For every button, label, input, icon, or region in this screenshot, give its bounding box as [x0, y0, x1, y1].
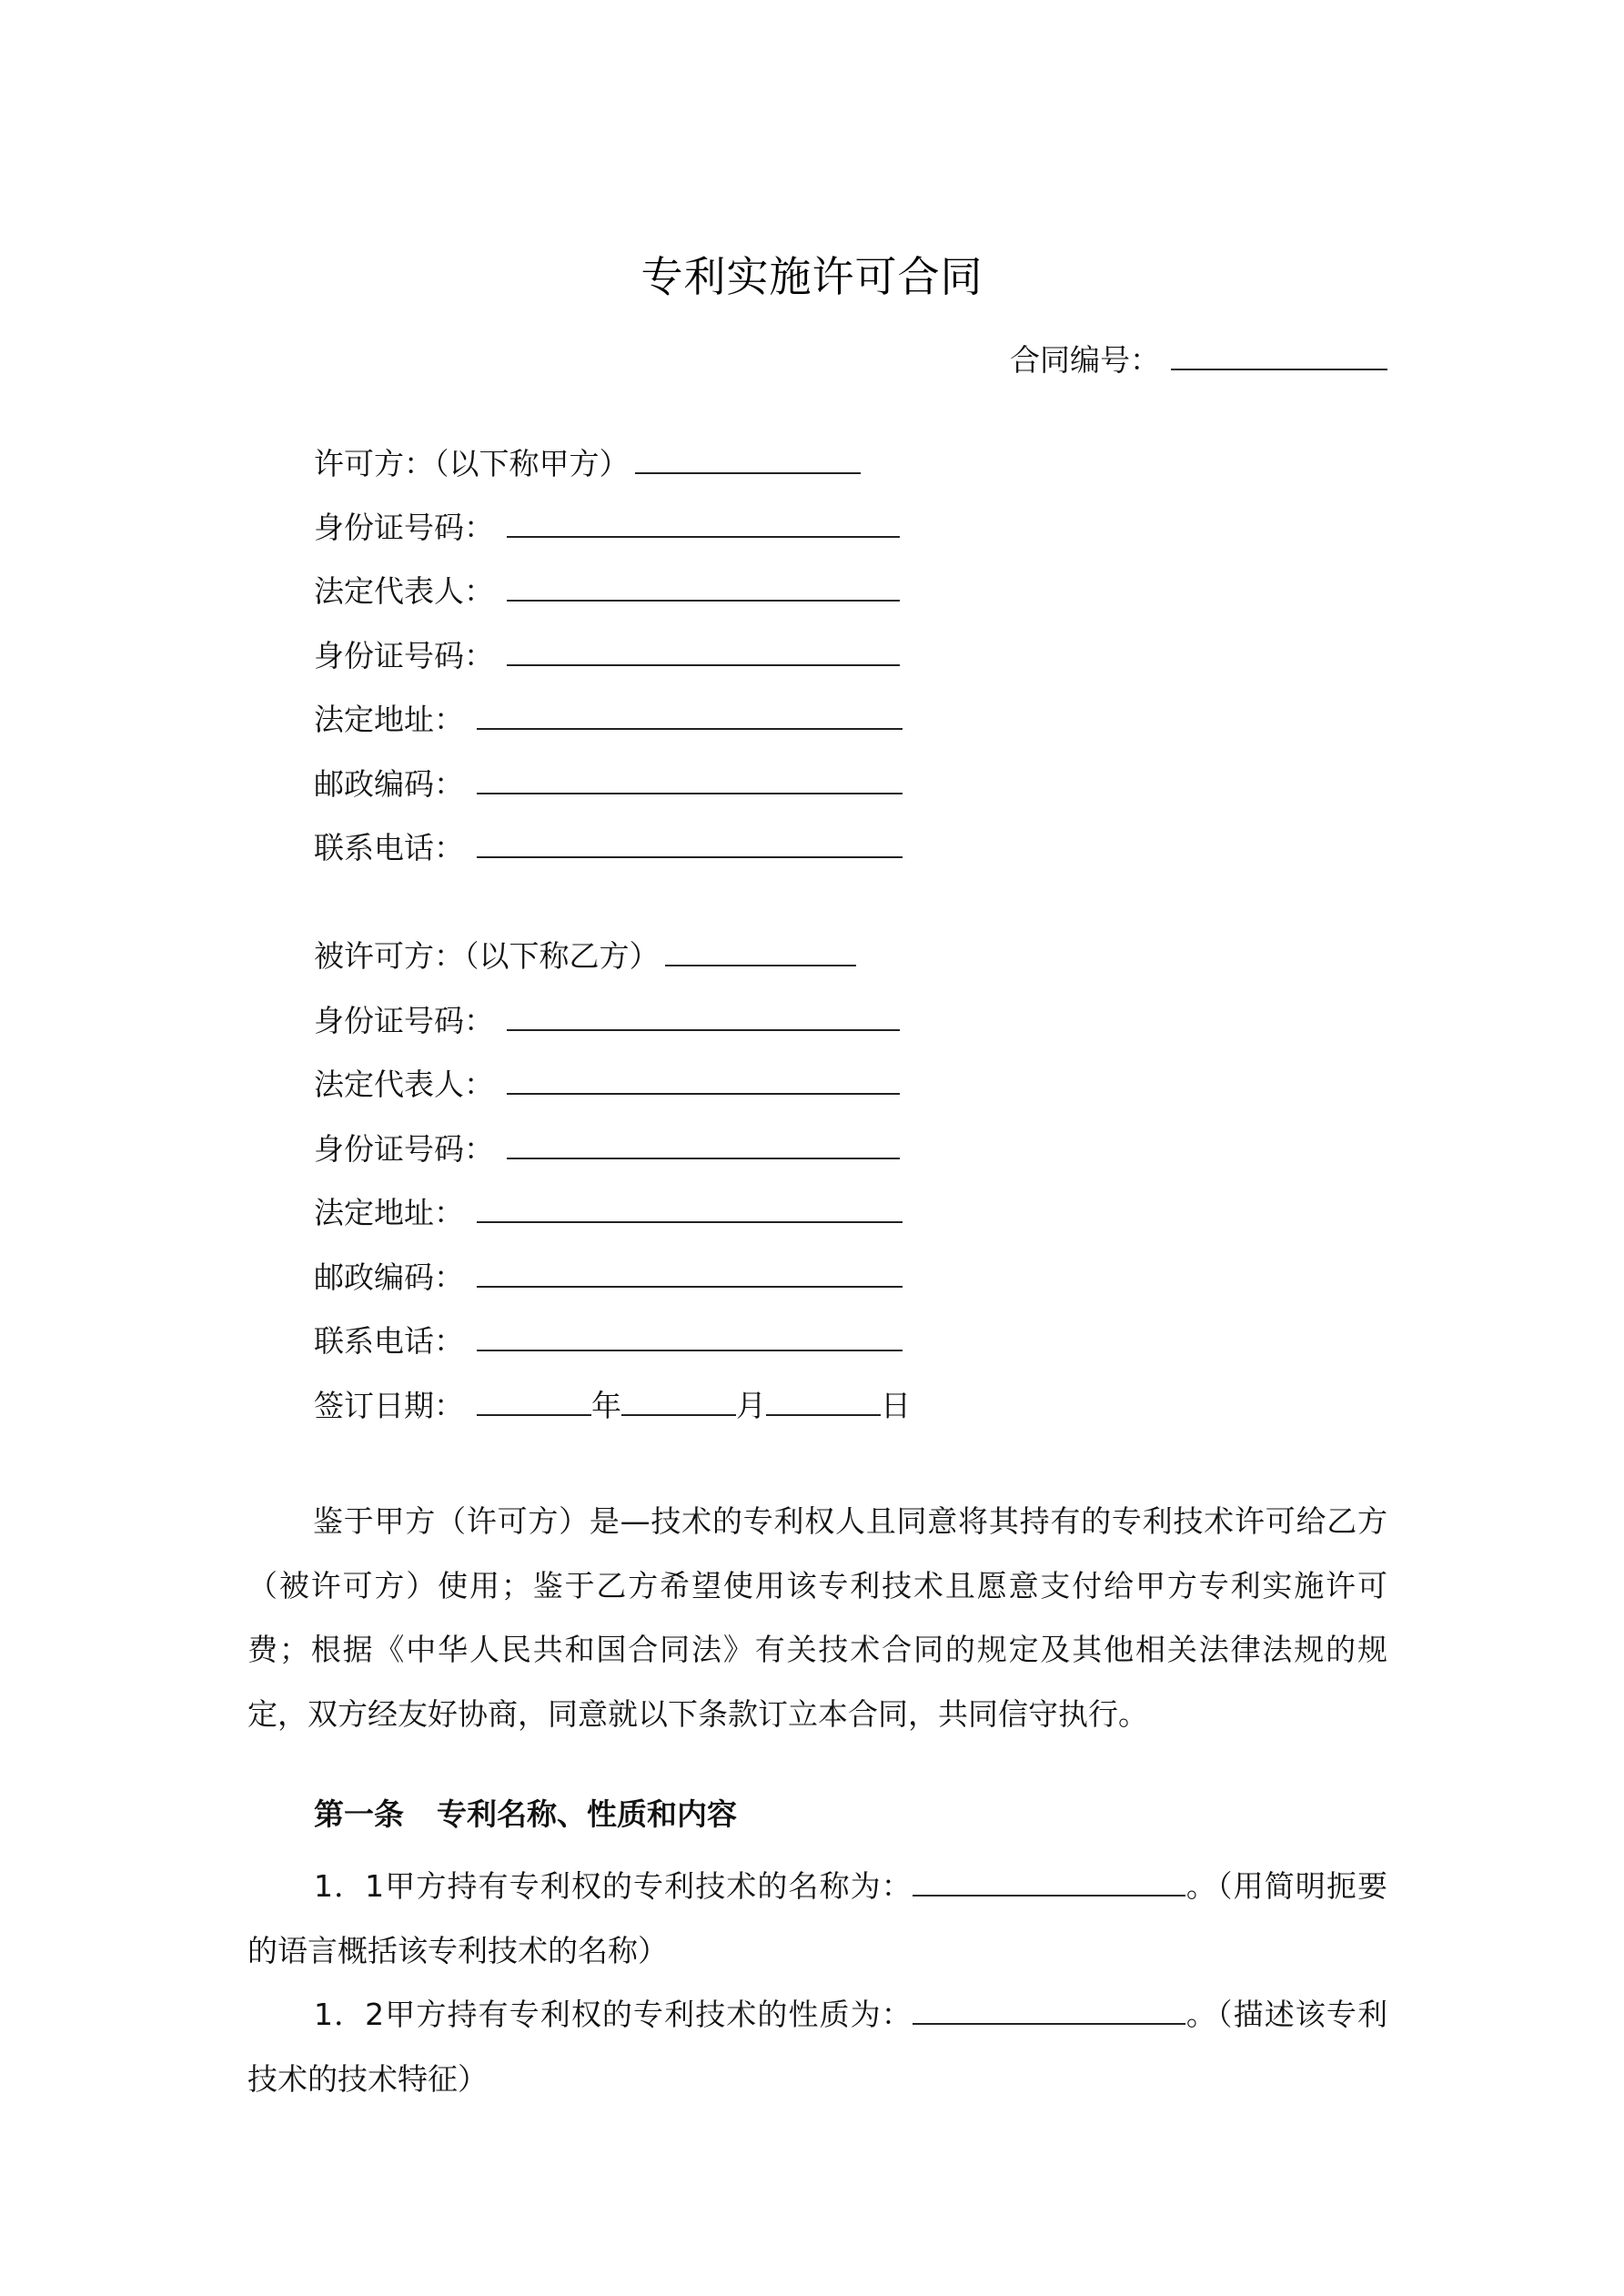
clause-prefix: 1．2甲方持有专利权的专利技术的性质为：: [314, 1997, 913, 2032]
clause-1-2: [247, 1983, 1387, 2111]
field-label: 法定代表人：: [314, 573, 494, 609]
party-b-phone-blank[interactable]: [477, 1322, 903, 1351]
article-1-heading: [314, 1791, 737, 1834]
party-a-name-blank[interactable]: [635, 445, 861, 474]
signing-date-label: 签订日期：: [314, 1388, 464, 1423]
party-a-id-number: [314, 508, 900, 548]
signing-day-blank[interactable]: [766, 1387, 881, 1416]
field-label: 身份证号码：: [314, 510, 494, 545]
day-label: 日: [881, 1388, 911, 1423]
contract-number-row: [1010, 337, 1387, 379]
document-title: 专利实施许可合同: [641, 252, 983, 301]
clause-prefix: 1．1甲方持有专利权的专利技术的名称为：: [314, 1868, 913, 1904]
field-label: 身份证号码：: [314, 1003, 494, 1038]
party-b-id-number: [314, 1001, 900, 1041]
contract-number-blank[interactable]: [1171, 341, 1387, 370]
contract-number-label: 合同编号：: [1010, 342, 1160, 378]
party-b-header: [314, 936, 856, 976]
field-label: 法定代表人：: [314, 1067, 494, 1102]
clause-suffix: 。（描述该专利技术的技术特征）: [247, 1997, 1387, 2097]
party-b-legal-rep-blank[interactable]: [507, 1066, 900, 1095]
party-a-address-blank[interactable]: [477, 701, 903, 730]
party-a-phone-blank[interactable]: [477, 829, 903, 858]
field-label: 邮政编码：: [314, 766, 464, 802]
signing-date-row: [314, 1386, 911, 1426]
month-label: 月: [736, 1388, 766, 1423]
party-a-id-number-blank[interactable]: [507, 509, 900, 538]
year-label: 年: [591, 1388, 621, 1423]
party-b-header-label: 被许可方：（以下称乙方）: [314, 938, 660, 974]
party-b-address: [314, 1193, 903, 1233]
party-a-postal-code-blank[interactable]: [477, 765, 903, 794]
party-a-rep-id-number-blank[interactable]: [507, 637, 900, 666]
party-a-phone: [314, 828, 903, 868]
party-a-legal-rep: [314, 571, 900, 612]
article-number: 第一条: [314, 1796, 404, 1832]
article-title: 专利名称、性质和内容: [437, 1796, 737, 1832]
party-b-name-blank[interactable]: [665, 937, 856, 966]
field-label: 邮政编码：: [314, 1259, 464, 1295]
party-b-phone: [314, 1321, 903, 1361]
patent-nature-blank[interactable]: [913, 1996, 1185, 2025]
signing-month-blank[interactable]: [621, 1387, 736, 1416]
clause-suffix: 。（用简明扼要的语言概括该专利技术的名称）: [247, 1868, 1387, 1968]
signing-year-blank[interactable]: [477, 1387, 591, 1416]
patent-name-blank[interactable]: [913, 1867, 1185, 1896]
party-a-header-label: 许可方：（以下称甲方）: [314, 446, 630, 481]
preamble-paragraph: 鉴于甲方（许可方）是—技术的专利权人且同意将其持有的专利技术许可给乙方（被许可方）使用；鉴于乙方希望使用该专利技术且愿意支付给甲方专利实施许可费；根据《中华人民共和国合同法》有关技术合同的规定及其他相关法律法规的规定，双方经友好协商，同意就以下条款订立本合同，共同信守执行。: [247, 1503, 1387, 1732]
party-a-rep-id-number: [314, 636, 900, 676]
party-b-address-blank[interactable]: [477, 1194, 903, 1223]
field-label: 身份证号码：: [314, 638, 494, 673]
party-a-address: [314, 700, 903, 740]
party-b-legal-rep: [314, 1065, 900, 1105]
field-label: 联系电话：: [314, 830, 464, 865]
party-b-postal-code: [314, 1258, 903, 1298]
clause-1-1: [247, 1855, 1387, 1983]
party-b-rep-id-number-blank[interactable]: [507, 1130, 900, 1159]
party-a-legal-rep-blank[interactable]: [507, 572, 900, 602]
party-b-id-number-blank[interactable]: [507, 1002, 900, 1031]
party-b-postal-code-blank[interactable]: [477, 1259, 903, 1288]
field-label: 法定地址：: [314, 702, 464, 737]
field-label: 身份证号码：: [314, 1131, 494, 1167]
party-b-rep-id-number: [314, 1129, 900, 1169]
field-label: 法定地址：: [314, 1195, 464, 1230]
party-a-header: [314, 444, 861, 484]
field-label: 联系电话：: [314, 1323, 464, 1359]
party-a-postal-code: [314, 764, 903, 804]
